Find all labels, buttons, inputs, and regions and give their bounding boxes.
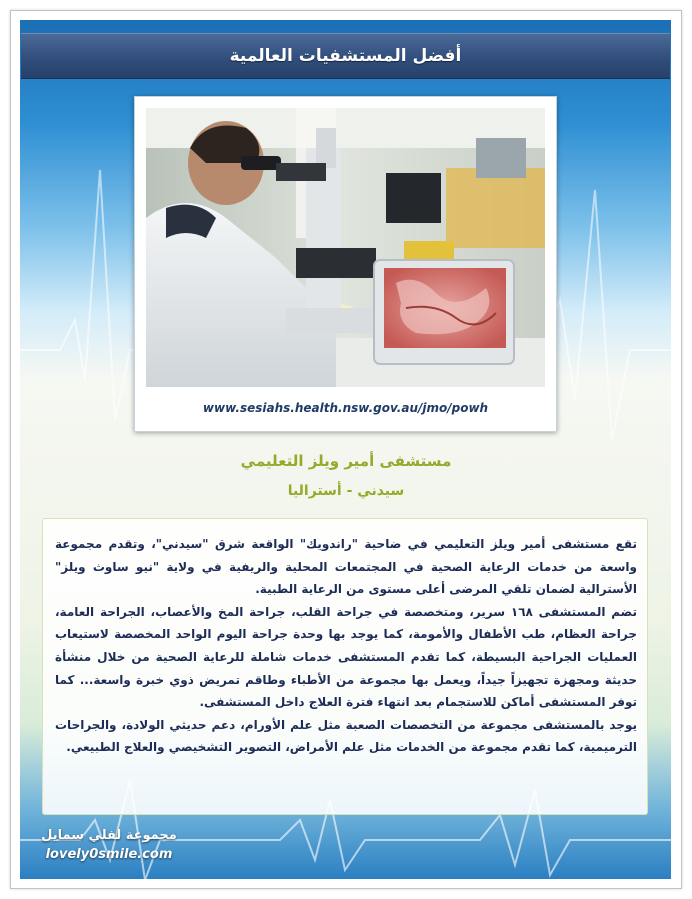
site-watermark: [34, 828, 184, 862]
photo-card: [134, 96, 557, 432]
title-bar: [21, 33, 670, 79]
description-paragraph: يوجد بالمستشفى مجموعة من التخصصات الصعبة مثل علم الأورام، دعم حديثي الولادة، والجراحات الترميمية، كما تقدم مجموعة من الخدمات مثل علم الأمراض، التصوير التشخيصي والعلاج الطبيعي.: [55, 717, 637, 755]
description-box: [42, 518, 648, 815]
description-paragraph: تقع مستشفى أمير ويلز التعليمي في ضاحية "راندويك" الواقعة شرق "سيدني"، وتقدم مجموعة واسعة من خدمات الرعاية الصحية في المجتمعات المحلية والريفية في ولاية "نيو ساوث ويلز" الأسترالية لضمان تلقي المرضى أعلى مستوى من الرعاية الطبية.: [55, 537, 637, 597]
hospital-name: مستشفى أمير ويلز التعليمي: [240, 452, 452, 470]
hospital-photo: [146, 108, 545, 387]
page-title: أفضل المستشفيات العالمية: [229, 46, 462, 66]
watermark-arabic: مجموعة لفلي سمايل: [41, 828, 177, 843]
watermark-domain: lovely0smile.com: [45, 847, 173, 862]
description-paragraph: تضم المستشفى ١٦٨ سرير، ومتخصصة في جراحة القلب، جراحة المخ والأعصاب، الجراحة العامة، جراحة العظام، طب الأطفال والأمومة، كما يوجد بها وحدة جراحة اليوم الواحد المخصصة لاستيعاب العمليات الجراحية البسيطة، كما تقدم المستشفى خدمات شاملة للرعاية الصحية من خلال منشأة حديثة ومجهزة تجهيزاً جيداً، ويعمل بها مجموعة من الأطباء وطاقم تمريض ذوي خبرة واسعة... كما توفر المستشفى أماكن للاستجمام بعد انتهاء فترة العلاج داخل المستشفى.: [55, 604, 637, 710]
hospital-location: سيدني - أستراليا: [287, 483, 405, 499]
photo-credit-link[interactable]: www.sesiahs.health.nsw.gov.au/jmo/powh: [202, 401, 489, 415]
